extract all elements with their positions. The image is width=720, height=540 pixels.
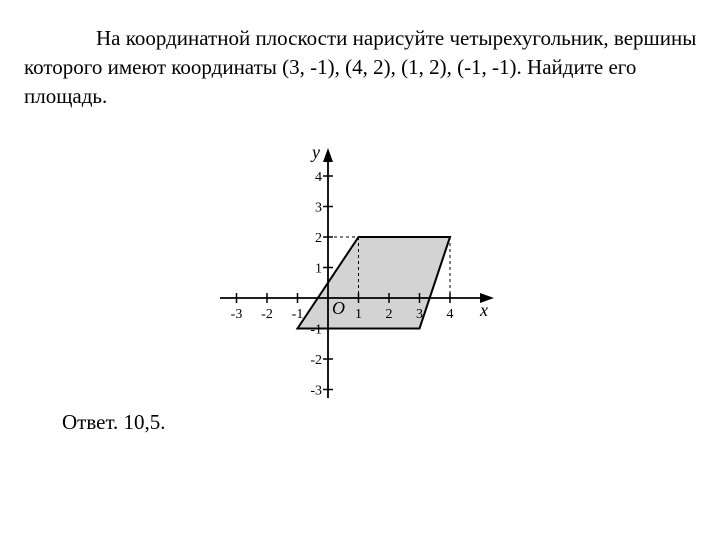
x-tick-label: -3 <box>230 307 243 322</box>
y-tick-label: -1 <box>310 322 322 338</box>
x-tick-label: 3 <box>416 307 423 322</box>
x-axis-label: x <box>480 300 488 320</box>
coordinate-plane-figure <box>212 140 502 410</box>
answer: Ответ. 10,5. <box>62 410 166 434</box>
x-tick-label: -1 <box>291 307 304 322</box>
y-tick-label: 4 <box>315 170 322 185</box>
origin-label: O <box>332 298 345 318</box>
y-axis-arrow <box>323 148 333 162</box>
x-tick-label: -2 <box>261 307 273 322</box>
y-tick-label: -3 <box>310 383 322 399</box>
y-tick-label: 1 <box>315 261 322 277</box>
quadrilateral-shape <box>298 237 451 329</box>
coordinate-plane <box>212 140 502 405</box>
y-tick-label: 2 <box>315 231 322 246</box>
x-tick-label: 4 <box>446 307 454 322</box>
problem-text: На координатной плоскости нарисуйте четырехугольник, вершины которого имеют координаты (3, -1), (4, 2), (1, 2), (-1, -1). Найдите его площадь. <box>24 26 697 108</box>
y-tick-label: 3 <box>315 200 322 216</box>
x-tick-label: 2 <box>385 307 393 322</box>
y-tick-label: -2 <box>310 353 322 368</box>
problem-statement <box>24 24 704 111</box>
y-axis-label: y <box>312 142 320 162</box>
x-tick-label: 1 <box>355 307 362 322</box>
